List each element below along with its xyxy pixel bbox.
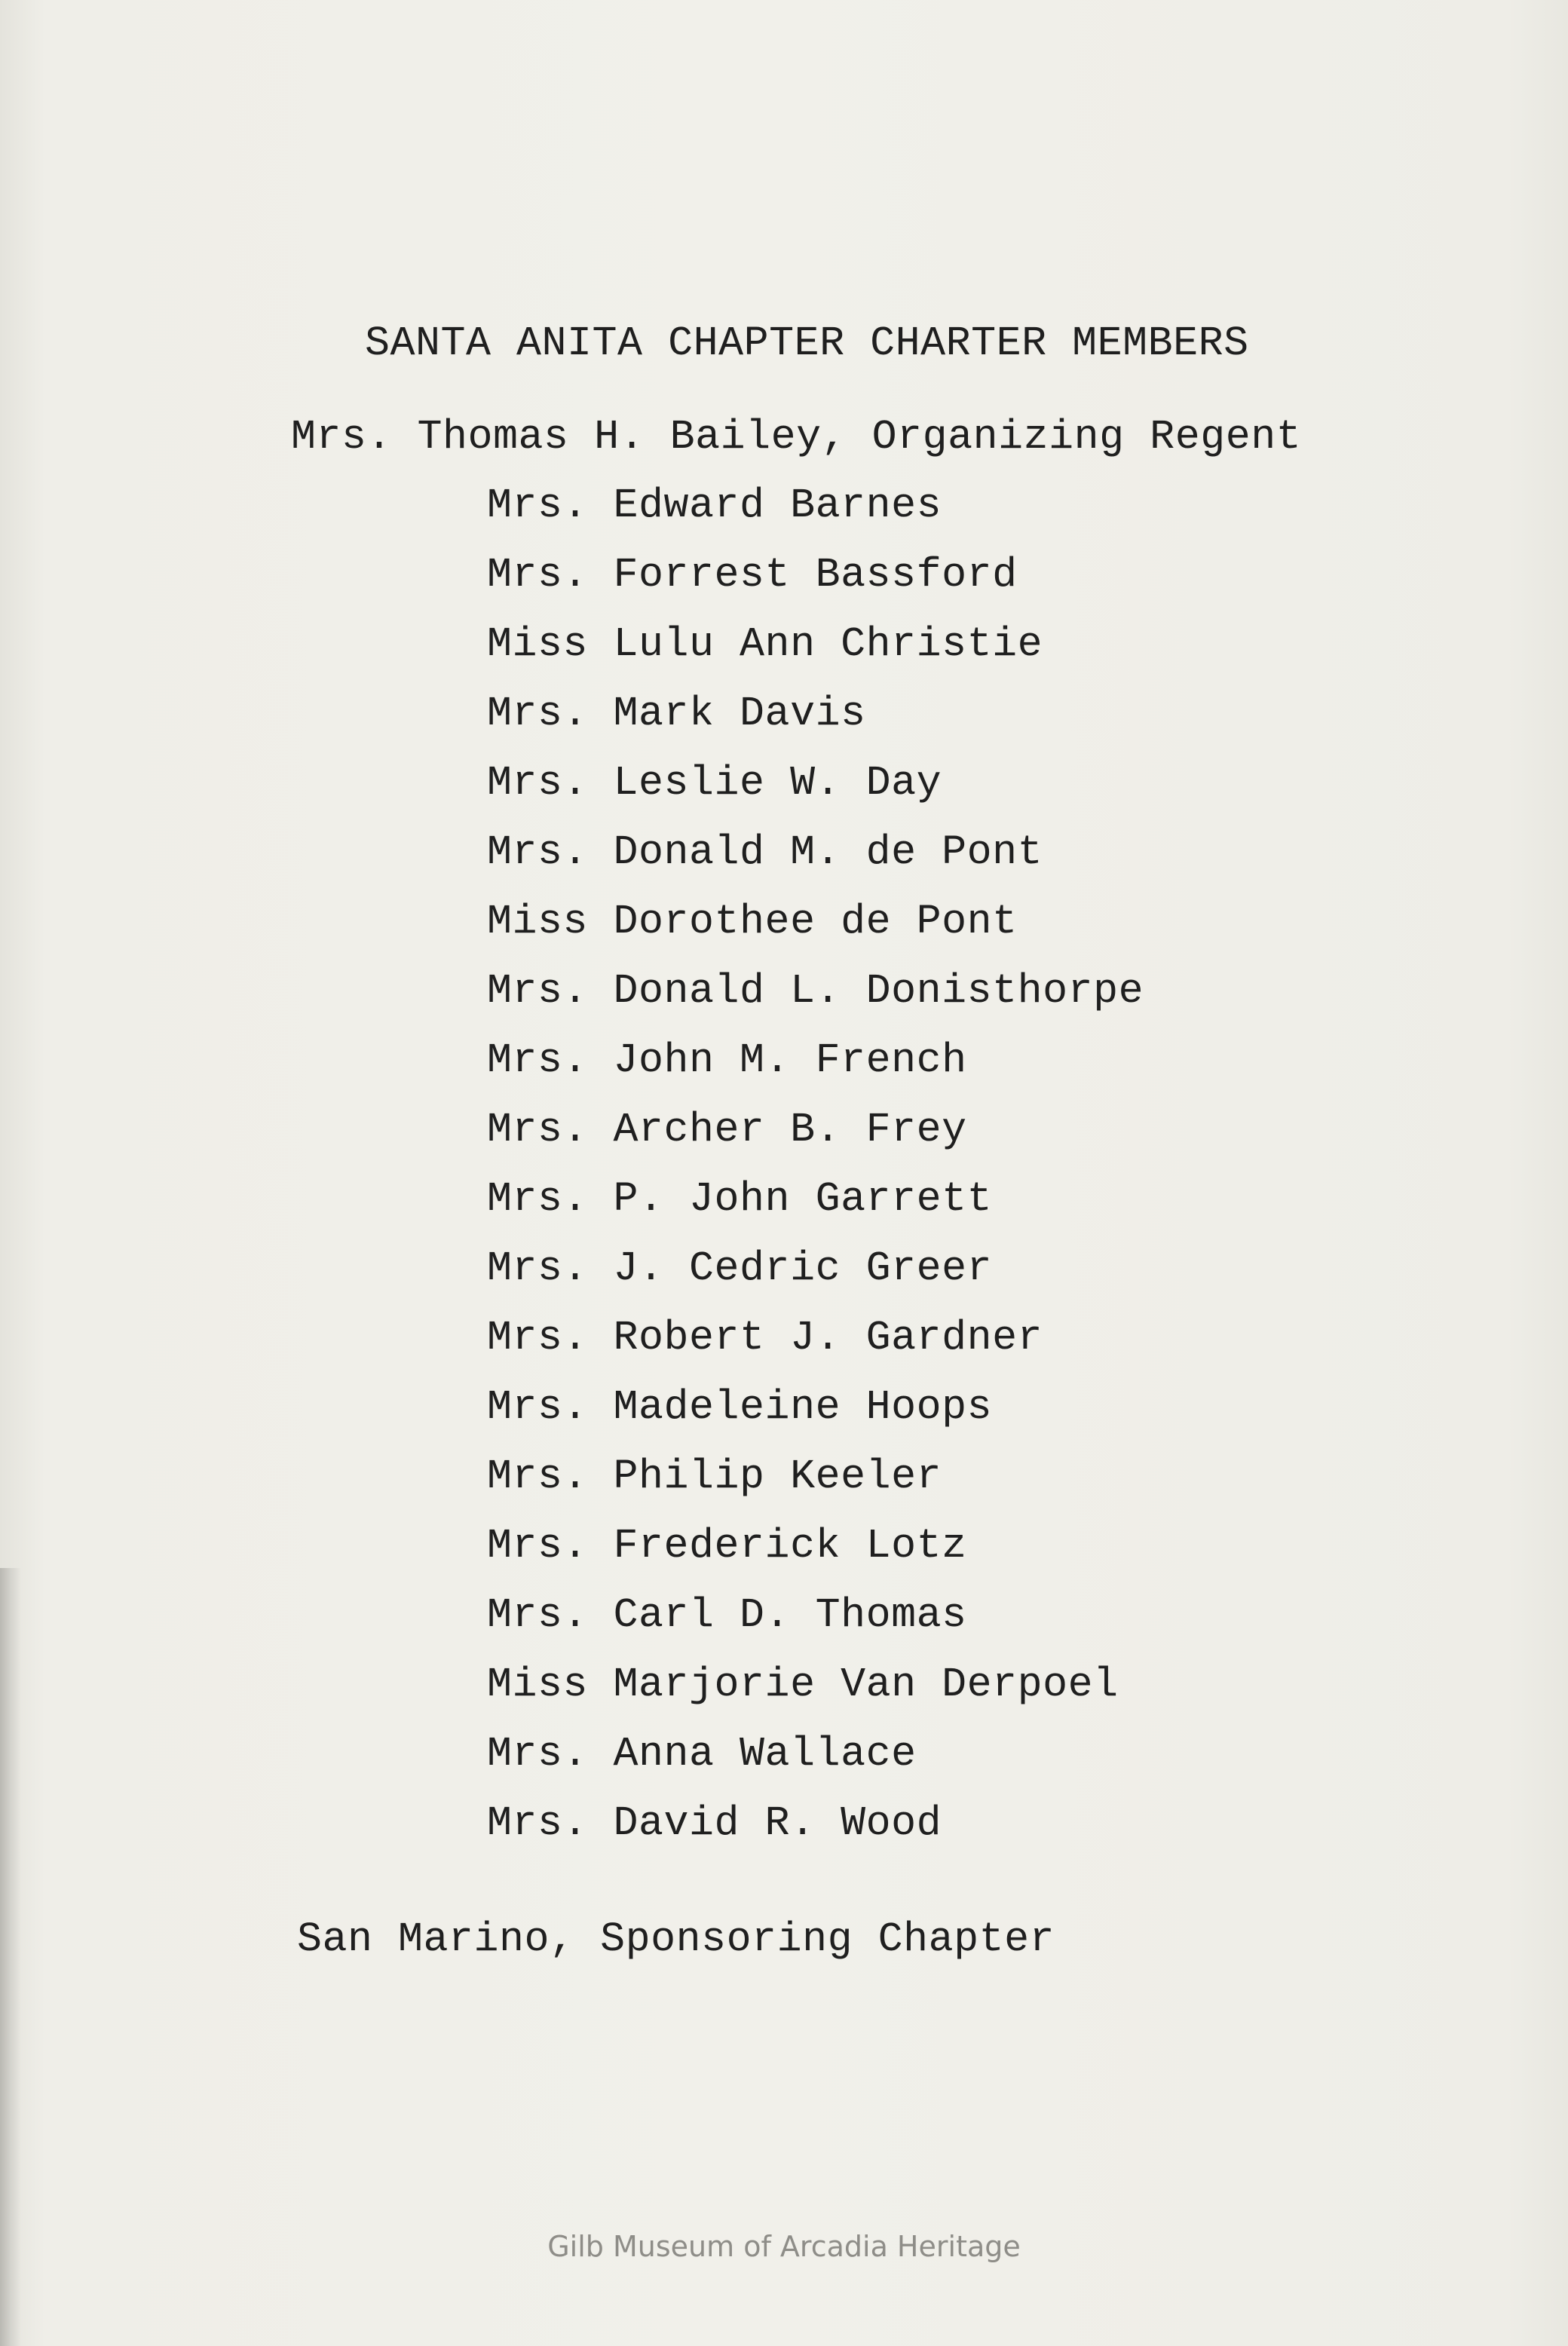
- list-item: Mrs. Edward Barnes: [487, 482, 942, 529]
- list-item: Mrs. Philip Keeler: [487, 1453, 942, 1500]
- list-item: Mrs. Madeleine Hoops: [487, 1383, 993, 1431]
- page-title: SANTA ANITA CHAPTER CHARTER MEMBERS: [365, 320, 1249, 367]
- list-item: Mrs. David R. Wood: [487, 1799, 942, 1847]
- list-item: Mrs. P. John Garrett: [487, 1175, 993, 1223]
- list-item: Mrs. John M. French: [487, 1037, 967, 1084]
- list-item: Mrs. Carl D. Thomas: [487, 1591, 967, 1639]
- list-item: Mrs. Robert J. Gardner: [487, 1314, 1043, 1361]
- organizing-regent: Mrs. Thomas H. Bailey, Organizing Regent: [291, 413, 1302, 461]
- list-item: Mrs. Archer B. Frey: [487, 1106, 967, 1153]
- list-item: Mrs. Leslie W. Day: [487, 759, 942, 807]
- watermark: Gilb Museum of Arcadia Heritage: [547, 2230, 1021, 2263]
- list-item: Mrs. Donald M. de Pont: [487, 828, 1043, 876]
- list-item: Mrs. Forrest Bassford: [487, 551, 1018, 599]
- list-item: Miss Lulu Ann Christie: [487, 620, 1043, 668]
- list-item: Miss Dorothee de Pont: [487, 898, 1018, 945]
- list-item: Mrs. Mark Davis: [487, 690, 866, 737]
- list-item: Mrs. Frederick Lotz: [487, 1522, 967, 1570]
- list-item: Mrs. Donald L. Donisthorpe: [487, 967, 1144, 1015]
- member-list: [487, 482, 1144, 1872]
- list-item: Mrs. Anna Wallace: [487, 1730, 917, 1778]
- list-item: Mrs. J. Cedric Greer: [487, 1245, 993, 1292]
- list-item: Miss Marjorie Van Derpoel: [487, 1661, 1119, 1708]
- sponsoring-chapter: San Marino, Sponsoring Chapter: [297, 1916, 1055, 1963]
